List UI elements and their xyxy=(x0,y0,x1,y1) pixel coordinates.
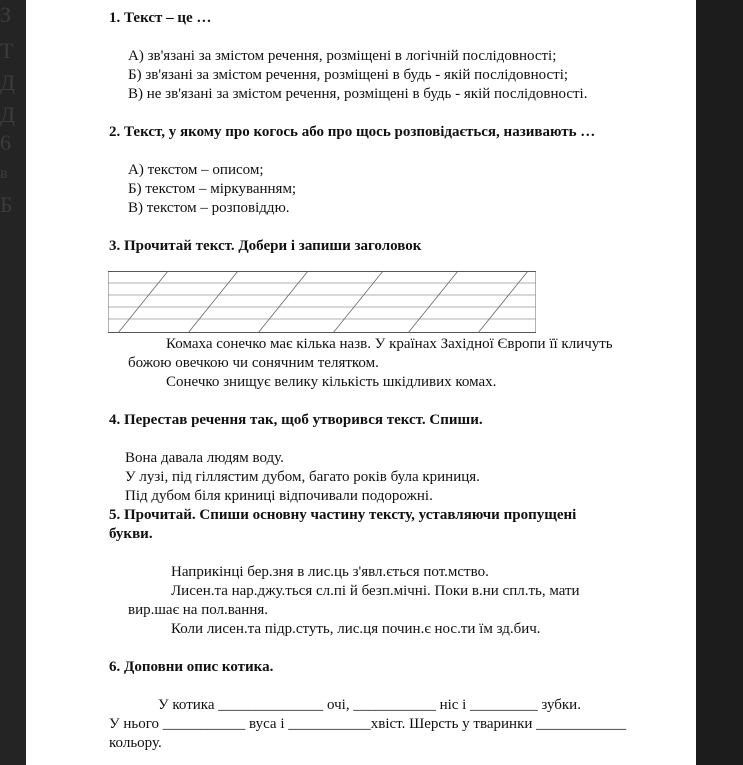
q4-sentence: Під дубом біля криниці відпочивали подорожні. xyxy=(125,488,433,504)
ghost-char: Д xyxy=(0,70,16,95)
ghost-char: Д xyxy=(0,102,16,127)
document-page[interactable] xyxy=(26,0,696,765)
q5-text-line: Лисен.та нар.джу.ться сл.пі й безп.мічні. Поки в.ни спл.ть, мати xyxy=(171,583,580,599)
q6-fill-line: У котика ______________ очі, ___________ ніс і _________ зубки. xyxy=(158,697,581,713)
question-4-title: 4. Перестав речення так, щоб утворився текст. Спиши. xyxy=(109,412,483,428)
q3-text-line: Сонечко знищує велику кількість шкідливих комах. xyxy=(166,374,497,390)
question-5-title: 5. Прочитай. Спиши основну частину тексту, уставляючи пропущені xyxy=(109,507,577,523)
q5-text-line: вир.шає на пол.вання. xyxy=(128,602,269,618)
ghost-char: Б xyxy=(0,192,13,217)
q6-fill-line: У нього ___________ вуса і ___________хвіст. Шерсть у тваринки ____________ xyxy=(109,716,627,732)
handwriting-ruled-lines xyxy=(108,271,536,333)
question-6-title: 6. Доповни опис котика. xyxy=(109,659,274,675)
question-2-title: 2. Текст, у якому про когось або про щось розповідається, називають … xyxy=(109,124,596,140)
q3-text-line: божою овечкою чи сонячним телятком. xyxy=(128,355,379,371)
question-3-title: 3. Прочитай текст. Добери і запиши заголовок xyxy=(109,238,422,254)
q2-option-c: В) текстом – розповіддю. xyxy=(128,200,290,216)
ghost-char: З xyxy=(0,2,12,27)
q2-option-b: Б) текстом – міркуванням; xyxy=(128,181,297,197)
q4-sentence: У лузі, під гіллястим дубом, багато років була криниця. xyxy=(125,469,480,485)
background-document-strip xyxy=(0,0,26,765)
q5-text-line: Коли лисен.та підр.стуть, лис.ця почин.є нос.ти їм зд.бич. xyxy=(171,621,541,637)
q6-fill-line: кольору. xyxy=(109,735,162,751)
q1-option-a: А) зв'язані за змістом речення, розміщені в логічній послідовності; xyxy=(128,48,557,64)
q2-option-a: А) текстом – описом; xyxy=(128,162,264,178)
q1-option-c: В) не зв'язані за змістом речення, розміщені в будь - якій послідовності. xyxy=(128,86,588,102)
question-1-title: 1. Текст – це … xyxy=(109,10,212,26)
viewer-side-panel xyxy=(696,0,743,765)
ghost-char: в xyxy=(0,165,8,182)
q3-text-line: Комаха сонечко має кілька назв. У країнах Західної Європи її кличуть xyxy=(166,336,613,352)
q1-option-b: Б) зв'язані за змістом речення, розміщені в будь - якій послідовності; xyxy=(128,67,569,83)
ghost-char: 6 xyxy=(0,130,11,155)
ghost-char: Т xyxy=(0,38,14,63)
q4-sentence: Вона давала людям воду. xyxy=(125,450,284,466)
q5-text-line: Наприкінці бер.зня в лис.ць з'явл.ється пот.мство. xyxy=(171,564,489,580)
question-5-title-cont: букви. xyxy=(109,526,153,542)
